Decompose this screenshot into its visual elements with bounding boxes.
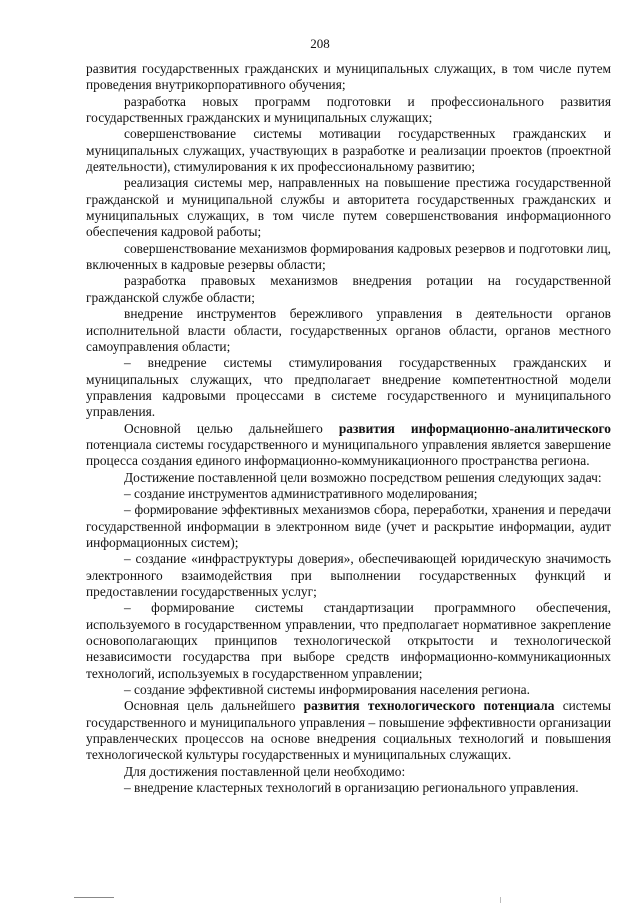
paragraph: Достижение поставленной цели возможно посредством решения следующих задач: (124, 469, 602, 485)
list-item: – создание инструментов административного моделирования; (124, 485, 478, 501)
list-item: внедрение инструментов бережливого управления в деятельности органов исполнительной власти области, государственных органов области, органов местного самоуправления области; (86, 306, 611, 354)
list-item: – внедрение кластерных технологий в организацию регионального управления. (124, 780, 579, 796)
list-item: – формирование эффективных механизмов сбора, переработки, хранения и передачи государственной информации в электронном виде (учет и раскрытие информации, аудит информационных систем); (86, 502, 611, 550)
list-item: совершенствование системы мотивации государственных гражданских и муниципальных служащих, участвующих в разработке и реализации проектов (проектной деятельности), стимулирования к их профессиональному развитию; (86, 126, 611, 175)
paragraph-continuation: развития государственных гражданских и муниципальных служащих, в том числе путем проведения внутрикорпоративного обучения; (86, 61, 611, 93)
paragraph: Для достижения поставленной цели необходимо: (124, 763, 406, 779)
scan-edge-mark (74, 897, 114, 898)
list-item: разработка правовых механизмов внедрения ротации на государственной гражданской службе области; (86, 273, 611, 305)
paragraph-tail-text: системы государственного и муниципального управления – повышение эффективности организации управленческих процессов на основе внедрения социальных технологий и повышения технологической культуры государственных и муниципальных служащих. (86, 698, 612, 763)
list-item: – создание «инфраструктуры доверия», обеспечивающей юридическую значимость электронного взаимодействия при выполнении государственных функций и предоставлении государственных услуг; (86, 551, 611, 599)
paragraph-tech-potential-goal (86, 698, 611, 763)
page-number: 208 (310, 36, 330, 51)
list-item: – внедрение системы стимулирования государственных гражданских и муниципальных служащих, что предполагает внедрение компетентностной модели управления кадровыми процессами в системе государственного и муниципального управления. (86, 355, 611, 420)
paragraph-tail-text: потенциала системы государственного и муниципального управления является завершение процесса создания единого информационно-коммуникационного пространства региона. (86, 436, 611, 469)
list-item: совершенствование механизмов формирования кадровых резервов и подготовки лиц, включенных в кадровые резервы области; (86, 240, 611, 273)
list-item: – формирование системы стандартизации программного обеспечения, используемого в государственном управлении, что предполагает нормативное закрепление основополагающих принципов технологической открытости и технологической независимости государства при выборе средств информационно-коммуникационных технологий, используемых в государственном управлении; (86, 600, 611, 681)
paragraph-info-analytics-goal (86, 421, 611, 470)
list-item: – создание эффективной системы информирования населения региона. (124, 682, 530, 698)
list-item: реализация системы мер, направленных на повышение престижа государственной гражданской и муниципальной службы и авторитета государственных гражданских и муниципальных служащих, в том числе путем совершенствования информационного обеспечения кадровой работы; (86, 175, 611, 240)
list-item: разработка новых программ подготовки и профессионального развития государственных гражданских и муниципальных служащих; (86, 93, 611, 126)
scan-edge-mark (500, 897, 501, 903)
paragraph-bold-phrase: развития технологического потенциала (303, 698, 555, 714)
paragraph-bold-phrase: развития информационно-аналитического (338, 420, 611, 436)
document-body (86, 61, 611, 796)
paragraph-lead-text: Основная цель дальнейшего (124, 698, 304, 714)
paragraph-lead-text: Основной целью дальнейшего (124, 420, 339, 436)
